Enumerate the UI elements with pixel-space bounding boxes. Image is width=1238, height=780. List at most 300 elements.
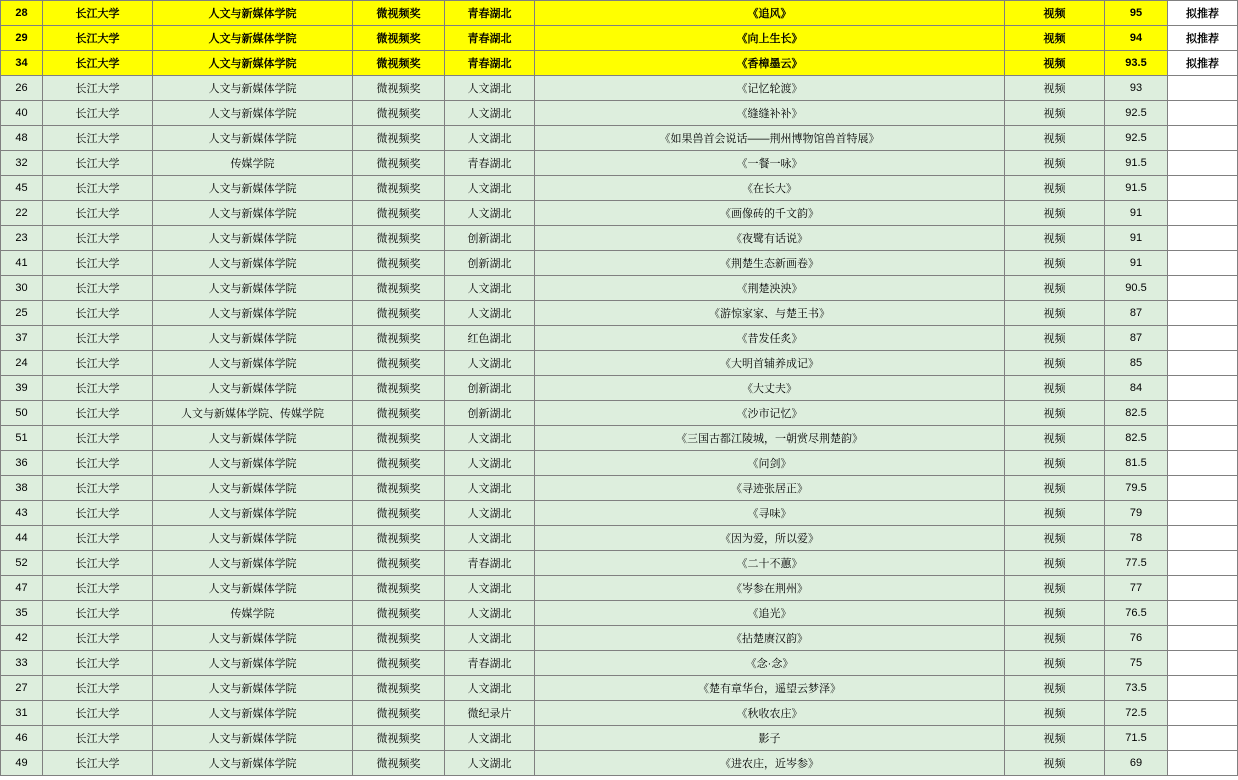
cell-type[interactable]: 视频: [1005, 751, 1105, 776]
cell-award[interactable]: 微视频奖: [353, 601, 445, 626]
cell-award[interactable]: 微视频奖: [353, 251, 445, 276]
cell-school[interactable]: 长江大学: [43, 51, 153, 76]
cell-score[interactable]: 94: [1105, 26, 1168, 51]
cell-score[interactable]: 69: [1105, 751, 1168, 776]
cell-college[interactable]: 人文与新媒体学院: [153, 376, 353, 401]
cell-college[interactable]: 人文与新媒体学院: [153, 576, 353, 601]
cell-school[interactable]: 长江大学: [43, 401, 153, 426]
cell-type[interactable]: 视频: [1005, 476, 1105, 501]
cell-type[interactable]: 视频: [1005, 301, 1105, 326]
cell-title[interactable]: 《追风》: [535, 1, 1005, 26]
cell-recommend[interactable]: 拟推荐: [1168, 26, 1238, 51]
cell-school[interactable]: 长江大学: [43, 751, 153, 776]
cell-rank[interactable]: 44: [1, 526, 43, 551]
cell-theme[interactable]: 人文湖北: [445, 626, 535, 651]
cell-college[interactable]: 人文与新媒体学院: [153, 201, 353, 226]
cell-title[interactable]: 《在长大》: [535, 176, 1005, 201]
cell-theme[interactable]: 人文湖北: [445, 601, 535, 626]
cell-score[interactable]: 82.5: [1105, 426, 1168, 451]
cell-school[interactable]: 长江大学: [43, 501, 153, 526]
table-row[interactable]: [1, 201, 1238, 226]
cell-college[interactable]: 人文与新媒体学院: [153, 251, 353, 276]
table-row[interactable]: [1, 751, 1238, 776]
cell-theme[interactable]: 人文湖北: [445, 351, 535, 376]
cell-theme[interactable]: 青春湖北: [445, 151, 535, 176]
cell-school[interactable]: 长江大学: [43, 201, 153, 226]
cell-rank[interactable]: 33: [1, 651, 43, 676]
cell-school[interactable]: 长江大学: [43, 676, 153, 701]
table-row[interactable]: [1, 1, 1238, 26]
cell-type[interactable]: 视频: [1005, 1, 1105, 26]
cell-school[interactable]: 长江大学: [43, 126, 153, 151]
cell-recommend[interactable]: [1168, 376, 1238, 401]
cell-rank[interactable]: 48: [1, 126, 43, 151]
cell-school[interactable]: 长江大学: [43, 226, 153, 251]
table-row[interactable]: [1, 676, 1238, 701]
cell-theme[interactable]: 人文湖北: [445, 726, 535, 751]
cell-type[interactable]: 视频: [1005, 201, 1105, 226]
cell-school[interactable]: 长江大学: [43, 176, 153, 201]
table-row[interactable]: [1, 701, 1238, 726]
cell-type[interactable]: 视频: [1005, 701, 1105, 726]
cell-score[interactable]: 95: [1105, 1, 1168, 26]
cell-rank[interactable]: 24: [1, 351, 43, 376]
cell-college[interactable]: 人文与新媒体学院: [153, 751, 353, 776]
cell-award[interactable]: 微视频奖: [353, 1, 445, 26]
cell-type[interactable]: 视频: [1005, 376, 1105, 401]
cell-award[interactable]: 微视频奖: [353, 401, 445, 426]
cell-recommend[interactable]: [1168, 301, 1238, 326]
cell-theme[interactable]: 青春湖北: [445, 26, 535, 51]
cell-type[interactable]: 视频: [1005, 76, 1105, 101]
cell-college[interactable]: 人文与新媒体学院: [153, 651, 353, 676]
cell-score[interactable]: 90.5: [1105, 276, 1168, 301]
cell-type[interactable]: 视频: [1005, 326, 1105, 351]
cell-recommend[interactable]: [1168, 651, 1238, 676]
cell-recommend[interactable]: [1168, 176, 1238, 201]
cell-recommend[interactable]: [1168, 626, 1238, 651]
cell-recommend[interactable]: [1168, 351, 1238, 376]
cell-theme[interactable]: 人文湖北: [445, 526, 535, 551]
cell-rank[interactable]: 23: [1, 226, 43, 251]
cell-college[interactable]: 人文与新媒体学院: [153, 551, 353, 576]
cell-theme[interactable]: 人文湖北: [445, 201, 535, 226]
cell-title[interactable]: 影子: [535, 726, 1005, 751]
cell-title[interactable]: 《念·念》: [535, 651, 1005, 676]
cell-theme[interactable]: 人文湖北: [445, 751, 535, 776]
cell-award[interactable]: 微视频奖: [353, 26, 445, 51]
cell-score[interactable]: 92.5: [1105, 126, 1168, 151]
cell-award[interactable]: 微视频奖: [353, 526, 445, 551]
cell-recommend[interactable]: 拟推荐: [1168, 51, 1238, 76]
cell-rank[interactable]: 28: [1, 1, 43, 26]
cell-score[interactable]: 91.5: [1105, 176, 1168, 201]
table-row[interactable]: [1, 626, 1238, 651]
cell-score[interactable]: 71.5: [1105, 726, 1168, 751]
cell-award[interactable]: 微视频奖: [353, 501, 445, 526]
cell-score[interactable]: 85: [1105, 351, 1168, 376]
cell-score[interactable]: 91: [1105, 226, 1168, 251]
cell-recommend[interactable]: 拟推荐: [1168, 1, 1238, 26]
cell-college[interactable]: 人文与新媒体学院: [153, 626, 353, 651]
cell-title[interactable]: 《二十不蕙》: [535, 551, 1005, 576]
cell-title[interactable]: 《大明首辅养成记》: [535, 351, 1005, 376]
cell-school[interactable]: 长江大学: [43, 626, 153, 651]
table-row[interactable]: [1, 551, 1238, 576]
cell-award[interactable]: 微视频奖: [353, 51, 445, 76]
cell-award[interactable]: 微视频奖: [353, 101, 445, 126]
cell-rank[interactable]: 45: [1, 176, 43, 201]
cell-recommend[interactable]: [1168, 501, 1238, 526]
cell-theme[interactable]: 青春湖北: [445, 551, 535, 576]
table-row[interactable]: [1, 276, 1238, 301]
cell-theme[interactable]: 人文湖北: [445, 101, 535, 126]
cell-college[interactable]: 人文与新媒体学院: [153, 326, 353, 351]
cell-college[interactable]: 人文与新媒体学院: [153, 26, 353, 51]
cell-title[interactable]: 《画像砖的千文韵》: [535, 201, 1005, 226]
cell-recommend[interactable]: [1168, 726, 1238, 751]
cell-theme[interactable]: 创新湖北: [445, 376, 535, 401]
table-row[interactable]: [1, 426, 1238, 451]
cell-school[interactable]: 长江大学: [43, 576, 153, 601]
cell-type[interactable]: 视频: [1005, 601, 1105, 626]
cell-theme[interactable]: 人文湖北: [445, 176, 535, 201]
cell-rank[interactable]: 25: [1, 301, 43, 326]
cell-school[interactable]: 长江大学: [43, 276, 153, 301]
cell-rank[interactable]: 40: [1, 101, 43, 126]
cell-theme[interactable]: 红色湖北: [445, 326, 535, 351]
table-row[interactable]: [1, 376, 1238, 401]
cell-college[interactable]: 人文与新媒体学院: [153, 51, 353, 76]
cell-college[interactable]: 人文与新媒体学院: [153, 676, 353, 701]
cell-award[interactable]: 微视频奖: [353, 376, 445, 401]
cell-school[interactable]: 长江大学: [43, 426, 153, 451]
table-row[interactable]: [1, 401, 1238, 426]
cell-title[interactable]: 《如果兽首会说话——荆州博物馆兽首特展》: [535, 126, 1005, 151]
cell-school[interactable]: 长江大学: [43, 376, 153, 401]
cell-college[interactable]: 人文与新媒体学院: [153, 526, 353, 551]
cell-title[interactable]: 《追光》: [535, 601, 1005, 626]
cell-type[interactable]: 视频: [1005, 501, 1105, 526]
cell-theme[interactable]: 创新湖北: [445, 401, 535, 426]
cell-title[interactable]: 《向上生长》: [535, 26, 1005, 51]
cell-award[interactable]: 微视频奖: [353, 426, 445, 451]
cell-college[interactable]: 传媒学院: [153, 151, 353, 176]
cell-recommend[interactable]: [1168, 551, 1238, 576]
cell-score[interactable]: 87: [1105, 326, 1168, 351]
cell-recommend[interactable]: [1168, 101, 1238, 126]
cell-type[interactable]: 视频: [1005, 526, 1105, 551]
cell-rank[interactable]: 36: [1, 451, 43, 476]
cell-rank[interactable]: 52: [1, 551, 43, 576]
cell-type[interactable]: 视频: [1005, 576, 1105, 601]
cell-title[interactable]: 《记忆轮渡》: [535, 76, 1005, 101]
cell-award[interactable]: 微视频奖: [353, 676, 445, 701]
cell-college[interactable]: 人文与新媒体学院: [153, 101, 353, 126]
cell-type[interactable]: 视频: [1005, 726, 1105, 751]
cell-school[interactable]: 长江大学: [43, 1, 153, 26]
cell-school[interactable]: 长江大学: [43, 151, 153, 176]
table-row[interactable]: [1, 651, 1238, 676]
cell-college[interactable]: 人文与新媒体学院: [153, 1, 353, 26]
cell-award[interactable]: 微视频奖: [353, 476, 445, 501]
cell-theme[interactable]: 创新湖北: [445, 226, 535, 251]
cell-recommend[interactable]: [1168, 276, 1238, 301]
cell-school[interactable]: 长江大学: [43, 326, 153, 351]
cell-rank[interactable]: 22: [1, 201, 43, 226]
cell-school[interactable]: 长江大学: [43, 351, 153, 376]
table-row[interactable]: [1, 326, 1238, 351]
cell-rank[interactable]: 35: [1, 601, 43, 626]
cell-title[interactable]: 《沙市记忆》: [535, 401, 1005, 426]
cell-title[interactable]: 《三国古都江陵城，一朝赏尽荆楚韵》: [535, 426, 1005, 451]
table-row[interactable]: [1, 126, 1238, 151]
cell-award[interactable]: 微视频奖: [353, 126, 445, 151]
cell-score[interactable]: 93.5: [1105, 51, 1168, 76]
cell-title[interactable]: 《问剑》: [535, 451, 1005, 476]
cell-school[interactable]: 长江大学: [43, 526, 153, 551]
cell-type[interactable]: 视频: [1005, 351, 1105, 376]
cell-award[interactable]: 微视频奖: [353, 151, 445, 176]
cell-rank[interactable]: 31: [1, 701, 43, 726]
cell-award[interactable]: 微视频奖: [353, 551, 445, 576]
cell-title[interactable]: 《拈楚赓汉韵》: [535, 626, 1005, 651]
cell-type[interactable]: 视频: [1005, 51, 1105, 76]
table-row[interactable]: [1, 601, 1238, 626]
cell-school[interactable]: 长江大学: [43, 701, 153, 726]
cell-recommend[interactable]: [1168, 476, 1238, 501]
cell-award[interactable]: 微视频奖: [353, 651, 445, 676]
cell-rank[interactable]: 30: [1, 276, 43, 301]
cell-theme[interactable]: 人文湖北: [445, 76, 535, 101]
table-row[interactable]: [1, 451, 1238, 476]
cell-award[interactable]: 微视频奖: [353, 451, 445, 476]
cell-title[interactable]: 《缝缝补补》: [535, 101, 1005, 126]
cell-score[interactable]: 93: [1105, 76, 1168, 101]
cell-score[interactable]: 75: [1105, 651, 1168, 676]
cell-recommend[interactable]: [1168, 526, 1238, 551]
cell-award[interactable]: 微视频奖: [353, 276, 445, 301]
cell-recommend[interactable]: [1168, 451, 1238, 476]
cell-type[interactable]: 视频: [1005, 401, 1105, 426]
cell-score[interactable]: 77.5: [1105, 551, 1168, 576]
table-row[interactable]: [1, 76, 1238, 101]
cell-theme[interactable]: 人文湖北: [445, 451, 535, 476]
cell-recommend[interactable]: [1168, 426, 1238, 451]
cell-rank[interactable]: 39: [1, 376, 43, 401]
cell-recommend[interactable]: [1168, 401, 1238, 426]
table-row[interactable]: [1, 476, 1238, 501]
cell-award[interactable]: 微视频奖: [353, 626, 445, 651]
cell-title[interactable]: 《香樟墨云》: [535, 51, 1005, 76]
cell-type[interactable]: 视频: [1005, 226, 1105, 251]
cell-theme[interactable]: 人文湖北: [445, 301, 535, 326]
cell-type[interactable]: 视频: [1005, 276, 1105, 301]
cell-award[interactable]: 微视频奖: [353, 76, 445, 101]
cell-recommend[interactable]: [1168, 701, 1238, 726]
cell-recommend[interactable]: [1168, 226, 1238, 251]
cell-title[interactable]: 《楚有章华台，遥望云梦泽》: [535, 676, 1005, 701]
cell-school[interactable]: 长江大学: [43, 101, 153, 126]
cell-score[interactable]: 76: [1105, 626, 1168, 651]
table-row[interactable]: [1, 226, 1238, 251]
cell-college[interactable]: 人文与新媒体学院: [153, 726, 353, 751]
cell-rank[interactable]: 29: [1, 26, 43, 51]
cell-school[interactable]: 长江大学: [43, 601, 153, 626]
table-row[interactable]: [1, 151, 1238, 176]
cell-recommend[interactable]: [1168, 601, 1238, 626]
cell-award[interactable]: 微视频奖: [353, 201, 445, 226]
cell-rank[interactable]: 51: [1, 426, 43, 451]
cell-type[interactable]: 视频: [1005, 26, 1105, 51]
cell-award[interactable]: 微视频奖: [353, 576, 445, 601]
cell-title[interactable]: 《大丈夫》: [535, 376, 1005, 401]
cell-theme[interactable]: 人文湖北: [445, 676, 535, 701]
cell-rank[interactable]: 26: [1, 76, 43, 101]
cell-award[interactable]: 微视频奖: [353, 176, 445, 201]
table-row[interactable]: [1, 301, 1238, 326]
cell-recommend[interactable]: [1168, 251, 1238, 276]
table-row[interactable]: [1, 576, 1238, 601]
cell-title[interactable]: 《夜鹭有话说》: [535, 226, 1005, 251]
cell-college[interactable]: 人文与新媒体学院: [153, 276, 353, 301]
cell-score[interactable]: 72.5: [1105, 701, 1168, 726]
cell-recommend[interactable]: [1168, 676, 1238, 701]
cell-title[interactable]: 《荆楚泱泱》: [535, 276, 1005, 301]
cell-type[interactable]: 视频: [1005, 126, 1105, 151]
cell-title[interactable]: 《进农庄，近岑参》: [535, 751, 1005, 776]
cell-type[interactable]: 视频: [1005, 676, 1105, 701]
cell-college[interactable]: 人文与新媒体学院: [153, 476, 353, 501]
cell-score[interactable]: 91: [1105, 251, 1168, 276]
cell-school[interactable]: 长江大学: [43, 26, 153, 51]
cell-title[interactable]: 《昔发任炙》: [535, 326, 1005, 351]
cell-type[interactable]: 视频: [1005, 176, 1105, 201]
cell-title[interactable]: 《寻味》: [535, 501, 1005, 526]
cell-college[interactable]: 人文与新媒体学院: [153, 351, 353, 376]
table-row[interactable]: [1, 26, 1238, 51]
cell-theme[interactable]: 青春湖北: [445, 51, 535, 76]
cell-college[interactable]: 人文与新媒体学院: [153, 701, 353, 726]
cell-score[interactable]: 76.5: [1105, 601, 1168, 626]
cell-school[interactable]: 长江大学: [43, 551, 153, 576]
table-row[interactable]: [1, 501, 1238, 526]
cell-type[interactable]: 视频: [1005, 426, 1105, 451]
cell-type[interactable]: 视频: [1005, 151, 1105, 176]
cell-score[interactable]: 77: [1105, 576, 1168, 601]
cell-college[interactable]: 人文与新媒体学院、传媒学院: [153, 401, 353, 426]
cell-rank[interactable]: 47: [1, 576, 43, 601]
cell-theme[interactable]: 青春湖北: [445, 651, 535, 676]
cell-recommend[interactable]: [1168, 326, 1238, 351]
cell-score[interactable]: 91.5: [1105, 151, 1168, 176]
cell-score[interactable]: 87: [1105, 301, 1168, 326]
cell-award[interactable]: 微视频奖: [353, 351, 445, 376]
cell-rank[interactable]: 43: [1, 501, 43, 526]
cell-recommend[interactable]: [1168, 126, 1238, 151]
cell-school[interactable]: 长江大学: [43, 726, 153, 751]
cell-title[interactable]: 《荆楚生态新画卷》: [535, 251, 1005, 276]
cell-award[interactable]: 微视频奖: [353, 701, 445, 726]
cell-theme[interactable]: 人文湖北: [445, 576, 535, 601]
cell-recommend[interactable]: [1168, 576, 1238, 601]
table-row[interactable]: [1, 176, 1238, 201]
cell-college[interactable]: 人文与新媒体学院: [153, 426, 353, 451]
cell-title[interactable]: 《因为爱，所以爱》: [535, 526, 1005, 551]
table-row[interactable]: [1, 251, 1238, 276]
cell-type[interactable]: 视频: [1005, 626, 1105, 651]
cell-theme[interactable]: 人文湖北: [445, 476, 535, 501]
cell-rank[interactable]: 42: [1, 626, 43, 651]
cell-recommend[interactable]: [1168, 201, 1238, 226]
cell-college[interactable]: 人文与新媒体学院: [153, 226, 353, 251]
cell-theme[interactable]: 人文湖北: [445, 426, 535, 451]
cell-school[interactable]: 长江大学: [43, 451, 153, 476]
cell-award[interactable]: 微视频奖: [353, 226, 445, 251]
cell-college[interactable]: 人文与新媒体学院: [153, 176, 353, 201]
table-row[interactable]: [1, 101, 1238, 126]
cell-award[interactable]: 微视频奖: [353, 301, 445, 326]
cell-score[interactable]: 81.5: [1105, 451, 1168, 476]
cell-theme[interactable]: 人文湖北: [445, 276, 535, 301]
cell-school[interactable]: 长江大学: [43, 76, 153, 101]
cell-score[interactable]: 91: [1105, 201, 1168, 226]
cell-rank[interactable]: 46: [1, 726, 43, 751]
cell-rank[interactable]: 27: [1, 676, 43, 701]
cell-college[interactable]: 人文与新媒体学院: [153, 76, 353, 101]
cell-score[interactable]: 92.5: [1105, 101, 1168, 126]
cell-score[interactable]: 84: [1105, 376, 1168, 401]
cell-type[interactable]: 视频: [1005, 451, 1105, 476]
cell-rank[interactable]: 50: [1, 401, 43, 426]
cell-school[interactable]: 长江大学: [43, 301, 153, 326]
cell-score[interactable]: 73.5: [1105, 676, 1168, 701]
cell-rank[interactable]: 32: [1, 151, 43, 176]
cell-type[interactable]: 视频: [1005, 251, 1105, 276]
cell-rank[interactable]: 38: [1, 476, 43, 501]
cell-college[interactable]: 人文与新媒体学院: [153, 451, 353, 476]
cell-school[interactable]: 长江大学: [43, 476, 153, 501]
cell-school[interactable]: 长江大学: [43, 651, 153, 676]
cell-college[interactable]: 传媒学院: [153, 601, 353, 626]
cell-theme[interactable]: 创新湖北: [445, 251, 535, 276]
cell-rank[interactable]: 34: [1, 51, 43, 76]
table-row[interactable]: [1, 526, 1238, 551]
cell-type[interactable]: 视频: [1005, 651, 1105, 676]
cell-school[interactable]: 长江大学: [43, 251, 153, 276]
cell-title[interactable]: 《寻迹张居正》: [535, 476, 1005, 501]
cell-college[interactable]: 人文与新媒体学院: [153, 501, 353, 526]
cell-college[interactable]: 人文与新媒体学院: [153, 301, 353, 326]
cell-score[interactable]: 79: [1105, 501, 1168, 526]
cell-college[interactable]: 人文与新媒体学院: [153, 126, 353, 151]
cell-theme[interactable]: 青春湖北: [445, 1, 535, 26]
table-row[interactable]: [1, 726, 1238, 751]
cell-recommend[interactable]: [1168, 151, 1238, 176]
cell-score[interactable]: 82.5: [1105, 401, 1168, 426]
cell-theme[interactable]: 人文湖北: [445, 126, 535, 151]
cell-rank[interactable]: 37: [1, 326, 43, 351]
cell-type[interactable]: 视频: [1005, 551, 1105, 576]
table-row[interactable]: [1, 51, 1238, 76]
cell-rank[interactable]: 49: [1, 751, 43, 776]
cell-title[interactable]: 《一餐一咏》: [535, 151, 1005, 176]
cell-rank[interactable]: 41: [1, 251, 43, 276]
cell-title[interactable]: 《岑参在荆州》: [535, 576, 1005, 601]
cell-title[interactable]: 《游惊家家、与楚王书》: [535, 301, 1005, 326]
cell-score[interactable]: 79.5: [1105, 476, 1168, 501]
cell-title[interactable]: 《秋收农庄》: [535, 701, 1005, 726]
